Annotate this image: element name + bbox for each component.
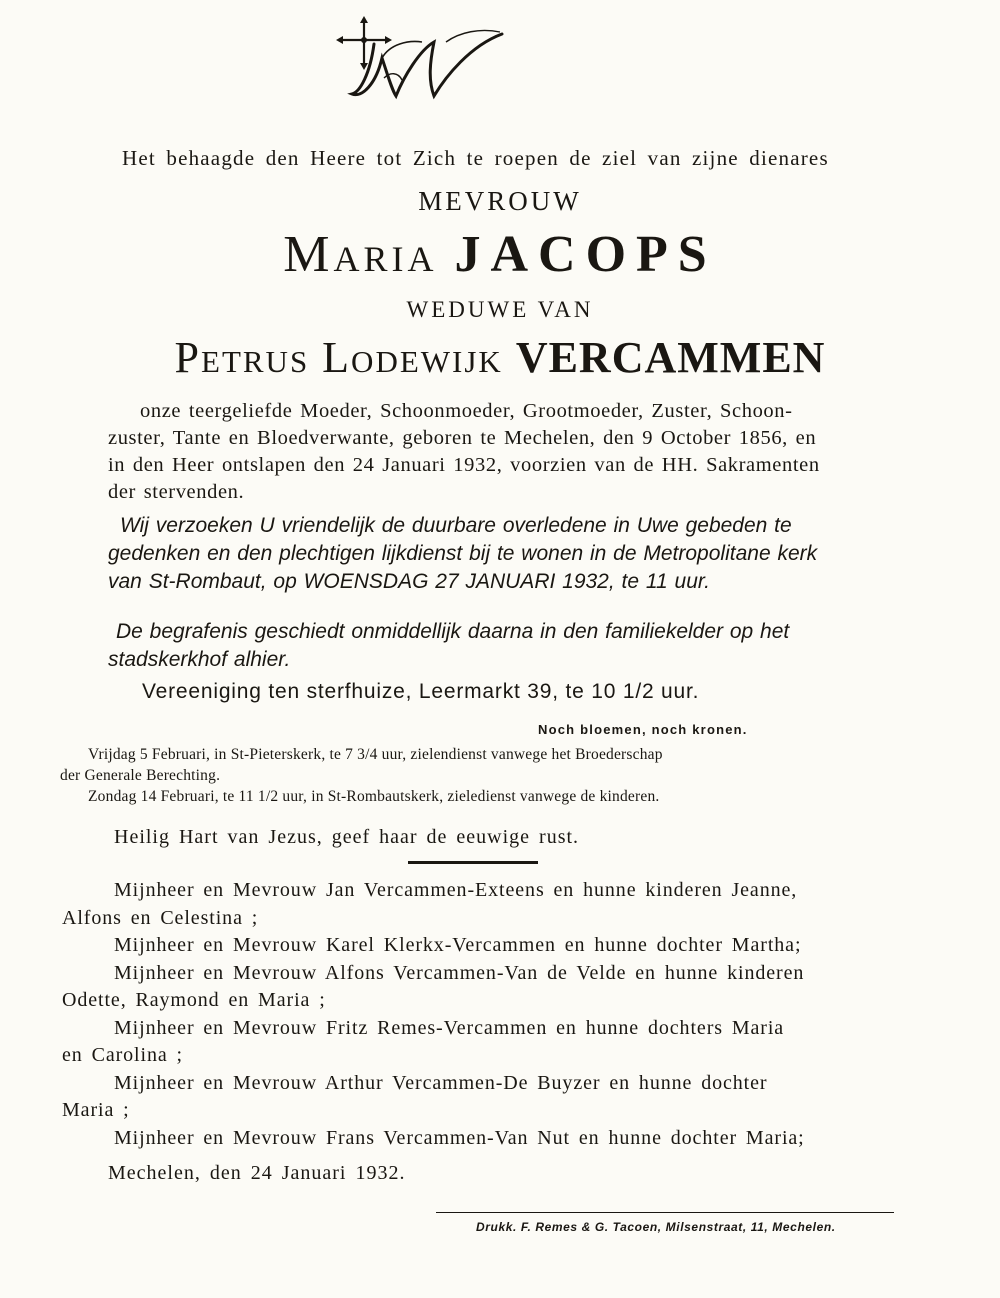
deceased-name	[0, 225, 1000, 284]
family-entry	[62, 932, 912, 960]
service-line: Vrijdag 5 Februari, in St-Pieterskerk, te 7 3/4 uur, zielendienst vanwege het Broederschap	[88, 746, 663, 763]
family-line: en Carolina ;	[62, 1044, 184, 1066]
bio-line: in den Heer ontslapen den 24 Januari 1932, voorzien van de HH. Sakramenten	[108, 454, 820, 476]
family-line: Mijnheer en Mevrouw Arthur Vercammen-De Buyzer en hunne dochter	[114, 1071, 768, 1094]
widow-of-label: WEDUWE VAN	[406, 297, 594, 322]
family-entry	[62, 877, 912, 932]
service-item	[60, 744, 920, 786]
service-item	[60, 786, 920, 807]
family-line: Alfons en Celestina ;	[62, 906, 259, 929]
bio-line: zuster, Tante en Bloedverwante, geboren te Mechelen, den 9 October 1856, en	[108, 427, 817, 449]
family-line: Mijnheer en Mevrouw Frans Vercammen-Van Nut en hunne dochter Maria;	[114, 1126, 805, 1149]
place-and-date: Mechelen, den 24 Januari 1932.	[108, 1162, 406, 1184]
bio-line: der stervenden.	[108, 481, 245, 503]
burial-notice	[108, 618, 908, 674]
prayer-line: Heilig Hart van Jezus, geef haar de eeuwige rust.	[114, 826, 580, 848]
printer-rule	[436, 1212, 894, 1213]
bio-line: onze teergeliefde Moeder, Schoonmoeder, Grootmoeder, Zuster, Schoon-	[140, 400, 793, 422]
family-line: Mijnheer en Mevrouw Alfons Vercammen-Van de Velde en hunne kinderen	[114, 961, 805, 984]
invitation-line: van St-Rombaut, op WOENSDAG 27 JANUARI 1932, te 11 uur.	[108, 570, 710, 593]
memorial-services	[60, 744, 920, 807]
service-line: der Generale Berechting.	[60, 767, 221, 784]
invitation-line: Wij verzoeken U vriendelijk de duurbare overledene in Uwe gebeden te	[120, 514, 792, 537]
family-line: Mijnheer en Mevrouw Fritz Remes-Vercammen en hunne dochters Maria	[114, 1016, 785, 1039]
husband-last-name: VERCAMMEN	[515, 333, 826, 382]
no-flowers-notice: Noch bloemen, noch kronen.	[538, 722, 748, 737]
meeting-notice: Vereeniging ten sterfhuize, Leermarkt 39, te 10 1/2 uur.	[142, 680, 700, 703]
burial-line: De begrafenis geschiedt onmiddellijk daarna in den familiekelder op het	[116, 620, 790, 643]
family-line: Maria ;	[62, 1099, 130, 1121]
deceased-last-name: JACOPS	[454, 226, 717, 283]
family-line: Mijnheer en Mevrouw Karel Klerkx-Vercammen en hunne dochter Martha;	[114, 934, 802, 956]
family-entry	[62, 960, 912, 1015]
family-line: Mijnheer en Mevrouw Jan Vercammen-Exteens en hunne kinderen Jeanne,	[114, 879, 798, 901]
family-list	[62, 877, 912, 1152]
title-mevrouw: MEVROUW	[418, 186, 582, 216]
service-line: Zondag 14 Februari, te 11 1/2 uur, in St-Rombautskerk, zieledienst vanwege de kinderen.	[88, 788, 660, 805]
family-entry	[62, 1070, 912, 1125]
deceased-first-name: Maria	[283, 226, 438, 283]
invitation-line: gedenken en den plechtigen lijkdienst bij te wonen in de Metropolitane kerk	[108, 542, 818, 565]
family-entry	[62, 1125, 912, 1153]
family-entry	[62, 1015, 912, 1070]
biography-paragraph	[108, 398, 908, 506]
funeral-invitation	[108, 512, 908, 596]
divider-rule	[408, 861, 538, 864]
husband-first-names: Petrus Lodewijk	[174, 333, 503, 382]
opening-line: Het behaagde den Heere tot Zich te roepen de ziel van zijne dienares	[122, 146, 829, 170]
husband-name	[0, 332, 1000, 383]
cross-monogram-icon	[330, 14, 510, 104]
printer-imprint: Drukk. F. Remes & G. Tacoen, Milsenstraat, 11, Mechelen.	[476, 1220, 836, 1234]
family-line: Odette, Raymond en Maria ;	[62, 989, 326, 1011]
burial-line: stadskerkhof alhier.	[108, 648, 291, 671]
